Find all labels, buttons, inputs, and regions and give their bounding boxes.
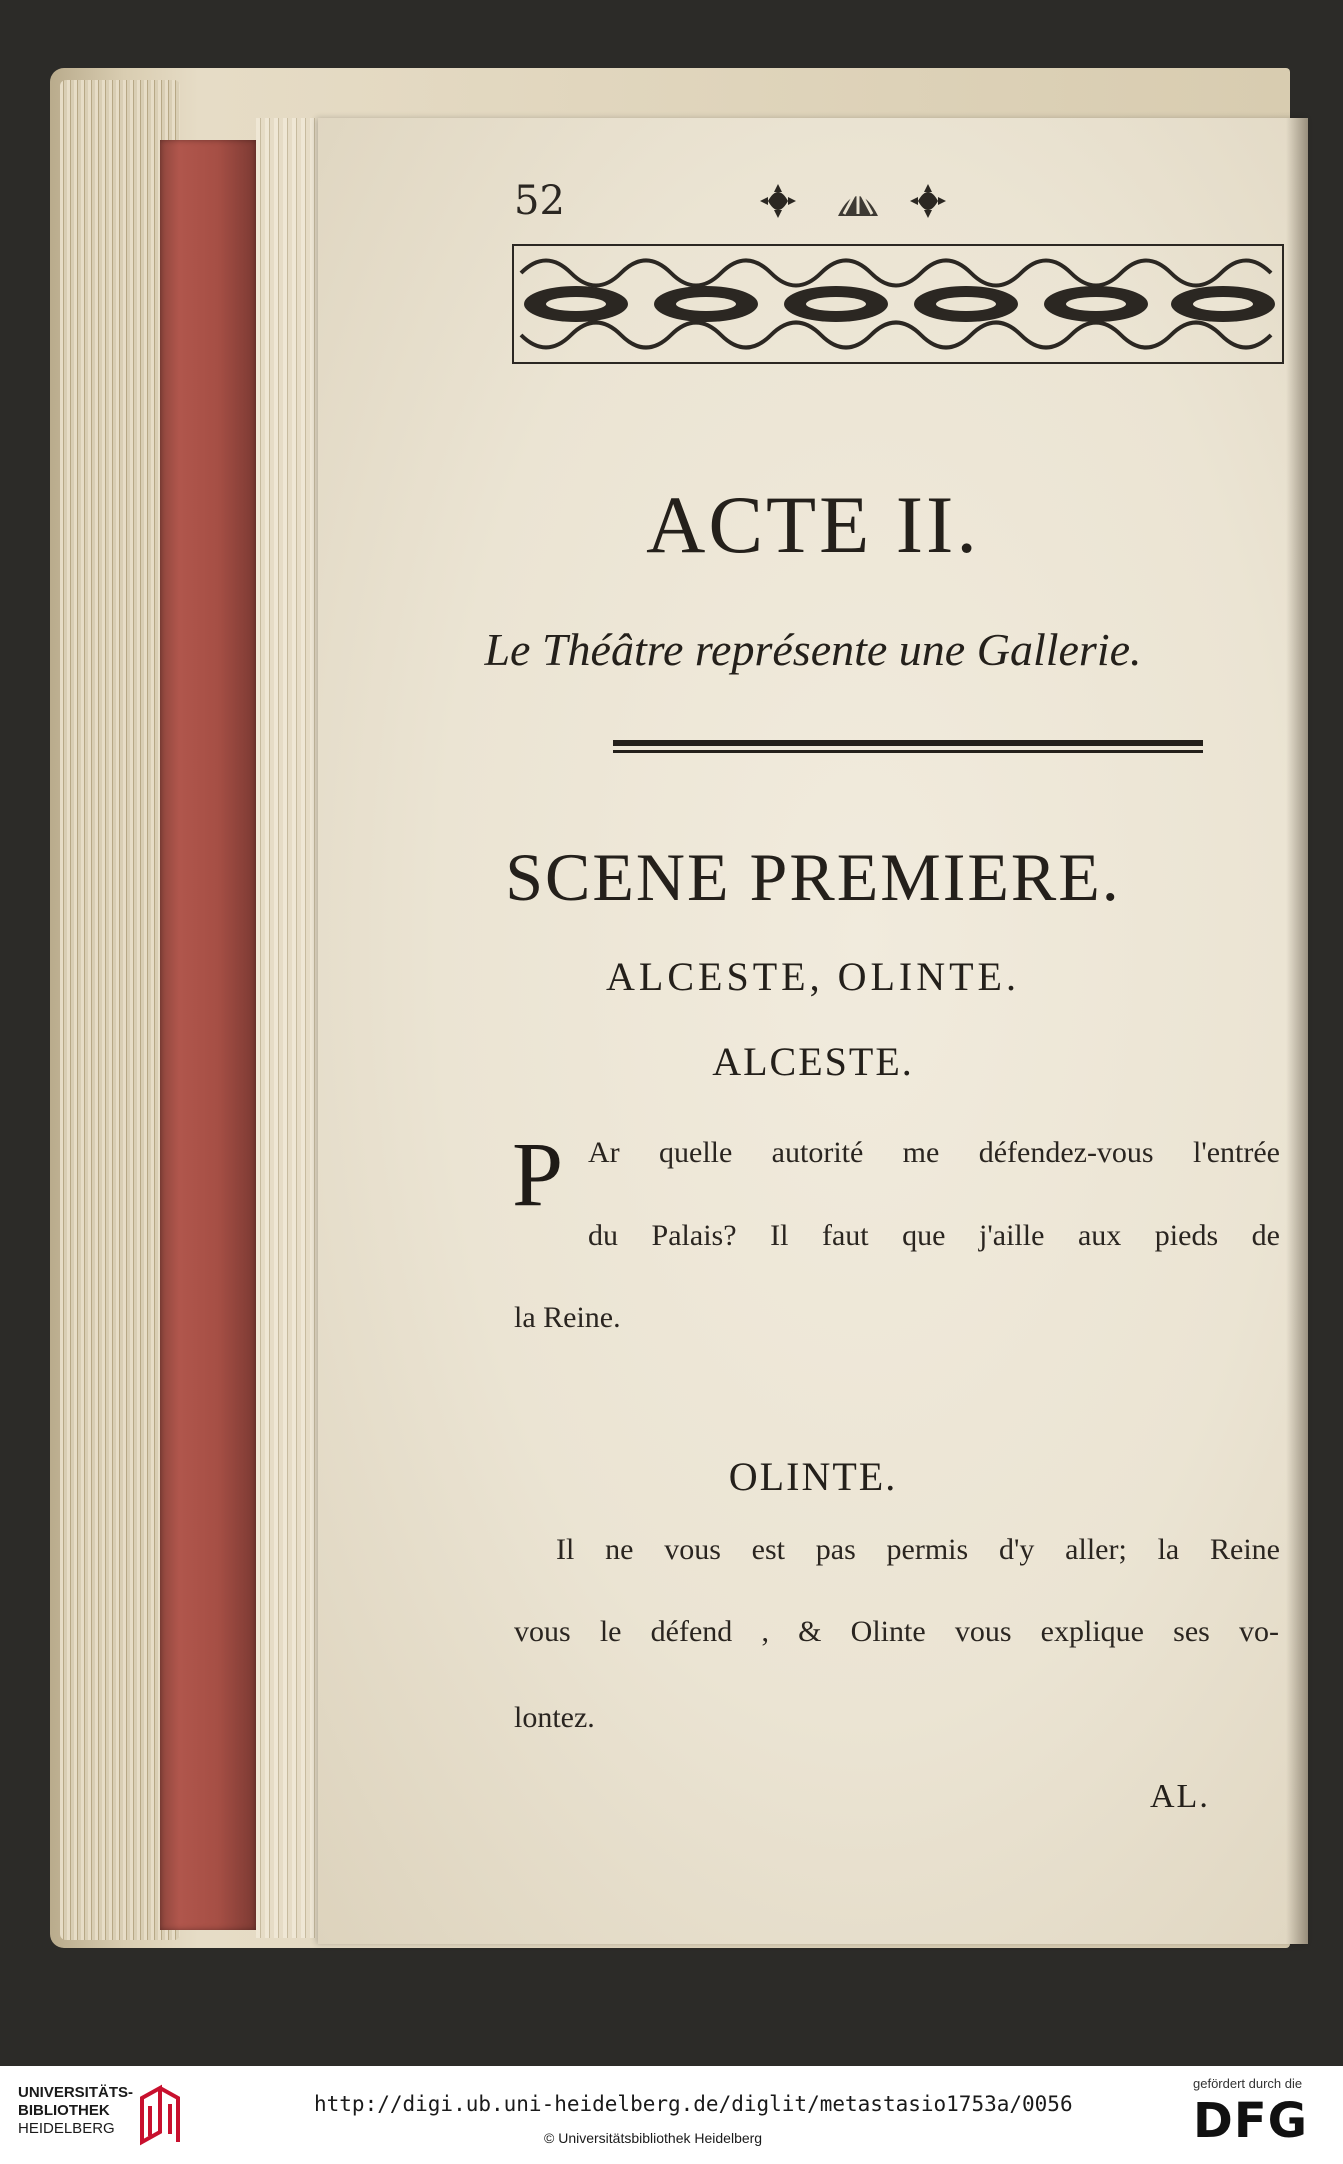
- footer-bar: [0, 2066, 1343, 2164]
- speech-line: Ar quelle autorité me défendez-vous l'entrée: [588, 1136, 1280, 1169]
- speech-line: la Reine.: [514, 1301, 621, 1334]
- speech-line: vous le défend , & Olinte vous explique ses vo-: [514, 1615, 1279, 1648]
- red-page-edge: [160, 140, 256, 1930]
- funding-caption: gefördert durch die: [1193, 2076, 1303, 2091]
- dfg-logo[interactable]: DFG: [1193, 2093, 1309, 2149]
- page-number: 52: [514, 178, 565, 224]
- logo-line: HEIDELBERG: [18, 2120, 115, 2137]
- speech-line: lontez.: [514, 1701, 595, 1734]
- page-edges: [256, 118, 318, 1938]
- speech-line: du Palais? Il faut que j'aille aux pieds de: [588, 1219, 1280, 1252]
- logo-line: UNIVERSITÄTS-: [18, 2084, 134, 2101]
- character-list: ALCESTE, OLINTE.: [606, 954, 1020, 999]
- speaker-name: ALCESTE.: [712, 1039, 914, 1084]
- page-gutter: [1286, 118, 1308, 1944]
- double-rule-divider: [613, 738, 1203, 758]
- library-logo-text[interactable]: [18, 2084, 133, 2138]
- copyright-text: © Universitätsbibliothek Heidelberg: [544, 2130, 763, 2146]
- speaker-name: OLINTE.: [728, 1454, 898, 1499]
- act-title: ACTE II.: [646, 479, 980, 570]
- library-logo-icon[interactable]: [136, 2084, 186, 2146]
- scene-title: SCENE PREMIERE.: [505, 839, 1121, 915]
- logo-line: BIBLIOTHEK: [18, 2102, 110, 2119]
- act-subtitle: Le Théâtre représente une Gallerie.: [484, 624, 1142, 675]
- book-page: [318, 118, 1308, 1944]
- permalink-url[interactable]: http://digi.ub.uni-heidelberg.de/diglit/metastasio1753a/0056: [314, 2092, 1073, 2116]
- header-vignette-icon: [758, 176, 958, 226]
- catchword: AL.: [1150, 1778, 1210, 1815]
- drop-cap: P: [512, 1123, 564, 1225]
- speech-line: Il ne vous est pas permis d'y aller; la Reine: [556, 1533, 1280, 1566]
- ornament-band-icon: [511, 243, 1285, 365]
